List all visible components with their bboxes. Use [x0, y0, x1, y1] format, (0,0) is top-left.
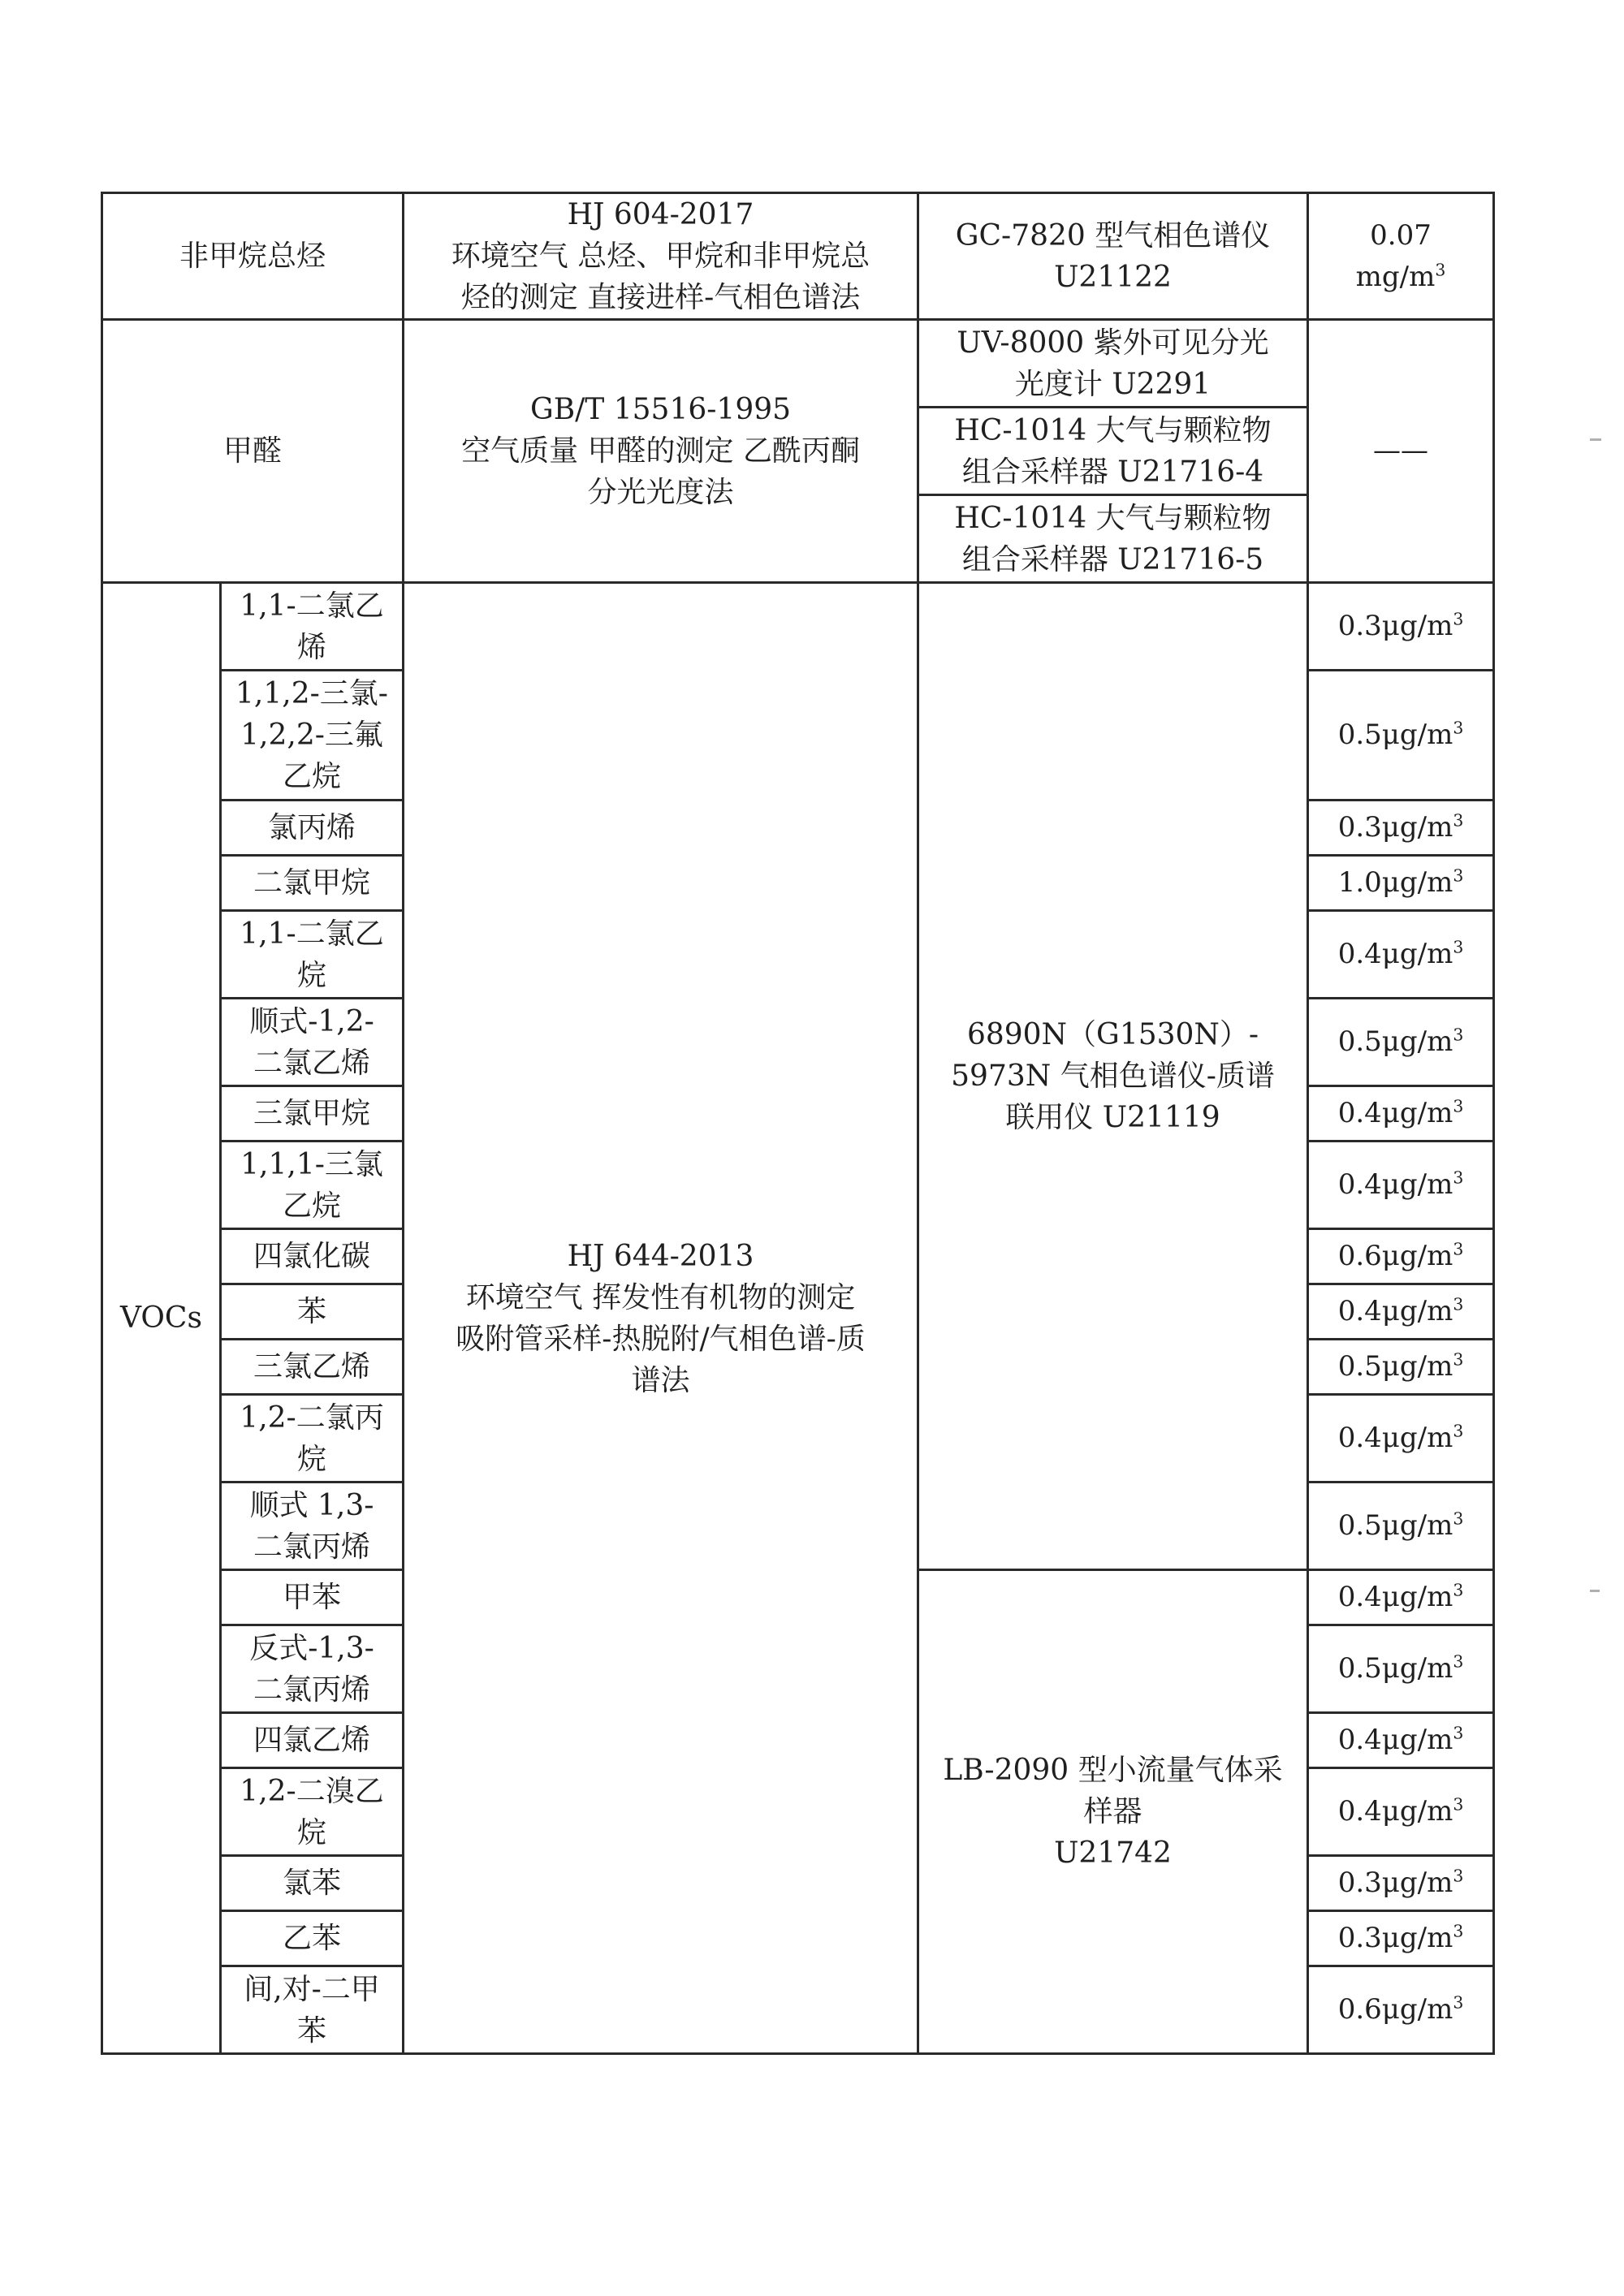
limit-value: ——: [1373, 434, 1429, 467]
detection-limit-cell: [1308, 1570, 1494, 1625]
compound-name-cell: [221, 1966, 404, 2054]
instrument-line: UV-8000 紫外可见分光: [957, 326, 1269, 360]
instrument-cell: [918, 408, 1308, 495]
method-line: 吸附管采样-热脱附/气相色谱-质: [456, 1322, 866, 1356]
limit-exponent: 3: [1453, 937, 1464, 957]
limit-value: 0.5μg/m: [1337, 1350, 1453, 1383]
compound-name-cell: [221, 1142, 404, 1229]
limit-value: 0.3μg/m: [1337, 811, 1453, 844]
scan-artifact: [1590, 438, 1601, 441]
compound-name-cell: [221, 671, 404, 801]
instrument-line: 联用仪 U21119: [1005, 1101, 1220, 1134]
method-line: 环境空气 总烃、甲烷和非甲烷总: [451, 240, 870, 273]
limit-exponent: 3: [1453, 1167, 1464, 1188]
limit-exponent: 3: [1453, 865, 1464, 886]
detection-limit-cell: [1308, 856, 1494, 911]
detection-limit-cell: [1308, 1768, 1494, 1856]
detection-limit-cell: [1308, 583, 1494, 671]
limit-value: 0.4μg/m: [1337, 938, 1453, 970]
detection-limit-cell: [1308, 1966, 1494, 2054]
limit-exponent: 3: [1453, 1025, 1464, 1045]
compound-name-line: 乙烷: [283, 760, 342, 793]
compound-name-cell: [221, 1713, 404, 1768]
limit-value: 0.4μg/m: [1337, 1724, 1453, 1756]
limit-exponent: 3: [1453, 1992, 1464, 2013]
detection-limit-cell: [1308, 1482, 1494, 1570]
compound-name-cell: [221, 911, 404, 999]
limit-value: 0.4μg/m: [1337, 1097, 1453, 1129]
detection-limit-cell: [1308, 1142, 1494, 1229]
compound-name-line: 间,对-二甲: [244, 1972, 380, 2006]
limit-value: 0.5μg/m: [1337, 1025, 1453, 1058]
method-cell: [404, 320, 918, 583]
compound-name-line: 1,1,1-三氯: [240, 1147, 383, 1181]
instrument-line: 6890N（G1530N）-: [966, 1018, 1259, 1051]
limit-exponent: 3: [1453, 1349, 1464, 1370]
limit-value: 0.3μg/m: [1337, 1922, 1453, 1954]
pollutant-name: 非甲烷总烃: [179, 240, 326, 273]
compound-name-cell: [221, 856, 404, 911]
instrument-line: 组合采样器 U21716-5: [961, 542, 1264, 576]
detection-limit-cell: [1308, 801, 1494, 856]
instrument-line: 样器: [1083, 1795, 1142, 1828]
compound-name-line: 乙烷: [283, 1189, 342, 1223]
method-line: 烃的测定 直接进样-气相色谱法: [460, 281, 861, 314]
method-line: 谱法: [631, 1363, 690, 1397]
compound-name-line: 烷: [297, 1442, 327, 1476]
limit-value: 0.4μg/m: [1337, 1168, 1453, 1201]
limit-exponent: 3: [1453, 1580, 1464, 1600]
compound-name-line: 二氯丙烯: [253, 1530, 371, 1564]
compound-name-line: 1,2,2-三氟: [240, 719, 383, 752]
compound-name-cell: [221, 1284, 404, 1340]
limit-exponent: 3: [1453, 810, 1464, 831]
detection-limit-cell: [1308, 193, 1494, 320]
compound-name-line: 1,2-二溴乙: [240, 1774, 384, 1808]
limit-value: 0.5μg/m: [1337, 1652, 1453, 1685]
compound-name-line: 1,1,2-三氯-: [235, 677, 388, 710]
detection-limit-cell: [1308, 1229, 1494, 1284]
compound-name-line: 氯苯: [283, 1867, 342, 1900]
compound-name-line: 顺式 1,3-: [249, 1488, 374, 1522]
instrument-line: U21122: [1054, 260, 1172, 294]
detection-limit-cell: [1308, 671, 1494, 801]
compound-name-line: 甲苯: [283, 1581, 342, 1614]
limit-exponent: 3: [1453, 1096, 1464, 1116]
compound-name-line: 反式-1,3-: [249, 1631, 374, 1665]
limit-unit: $mg/m^3$: [1355, 260, 1446, 293]
instrument-line: GC-7820 型气相色谱仪: [955, 218, 1271, 252]
compound-name-cell: [221, 1570, 404, 1625]
instrument-line: 光度计 U2291: [1014, 367, 1212, 401]
limit-value: 0.4μg/m: [1337, 1795, 1453, 1828]
compound-name-line: 1,1-二氯乙: [240, 589, 384, 623]
compound-name-line: 三氯乙烯: [253, 1350, 371, 1383]
method-line: HJ 604-2017: [567, 198, 754, 231]
limit-value: 0.4μg/m: [1337, 1422, 1453, 1454]
compound-name-line: 四氯化碳: [253, 1240, 371, 1273]
compound-name-cell: [221, 583, 404, 671]
detection-methods-table: [101, 192, 1495, 2055]
limit-value: 0.6μg/m: [1337, 1240, 1453, 1272]
limit-exponent: 3: [1453, 609, 1464, 629]
limit-value: 1.0μg/m: [1337, 866, 1453, 899]
detection-limit-cell: [1308, 1713, 1494, 1768]
compound-name-line: 1,1-二氯乙: [240, 917, 384, 951]
compound-name-line: 二氯甲烷: [253, 866, 371, 900]
compound-name-line: 顺式-1,2-: [249, 1004, 374, 1038]
scan-artifact: [1590, 1590, 1600, 1592]
method-cell: [404, 193, 918, 320]
limit-exponent: 3: [1453, 1794, 1464, 1815]
compound-name-cell: [221, 1856, 404, 1911]
limit-exponent: 3: [1453, 1421, 1464, 1441]
compound-name-line: 二氯丙烯: [253, 1672, 371, 1707]
instrument-cell: [918, 1570, 1308, 2054]
limit-exponent: 3: [1453, 1508, 1464, 1529]
detection-limit-cell: [1308, 911, 1494, 999]
instrument-line: 5973N 气相色谱仪-质谱: [951, 1060, 1275, 1093]
limit-exponent: 3: [1453, 1921, 1464, 1941]
instrument-line: LB-2090 型小流量气体采: [943, 1754, 1283, 1787]
detection-limit-cell: [1308, 1911, 1494, 1966]
detection-limit-cell: [1308, 1625, 1494, 1713]
limit-exponent: 3: [1453, 718, 1464, 738]
compound-name-cell: [221, 1625, 404, 1713]
detection-limit-cell: [1308, 1856, 1494, 1911]
pollutant-name: 甲醛: [223, 434, 283, 468]
detection-limit-cell: [1308, 320, 1494, 583]
limit-exponent: 3: [1453, 1866, 1464, 1886]
limit-value: 0.6μg/m: [1337, 1993, 1453, 2026]
method-line: GB/T 15516-1995: [529, 393, 792, 426]
compound-name-line: 苯: [297, 2013, 327, 2048]
detection-limit-cell: [1308, 1340, 1494, 1395]
limit-exponent: 3: [1453, 1723, 1464, 1743]
table-row-voc: [102, 583, 1494, 671]
instrument-line: 组合采样器 U21716-4: [961, 455, 1264, 489]
instrument-line: HC-1014 大气与颗粒物: [954, 413, 1272, 447]
instrument-cell: [918, 193, 1308, 320]
compound-name-line: 烷: [297, 1815, 327, 1849]
instrument-cell: [918, 583, 1308, 1570]
limit-value: 0.4μg/m: [1337, 1295, 1453, 1327]
compound-name-line: 三氯甲烷: [253, 1097, 371, 1130]
instrument-cell: [918, 495, 1308, 583]
compound-name-line: 烷: [297, 958, 327, 992]
detection-limit-cell: [1308, 999, 1494, 1086]
detection-limit-cell: [1308, 1395, 1494, 1482]
limit-exponent: 3: [1453, 1239, 1464, 1259]
detection-limit-cell: [1308, 1284, 1494, 1340]
limit-exponent: 3: [1453, 1294, 1464, 1314]
limit-value: 0.3μg/m: [1337, 610, 1453, 642]
compound-name-cell: [221, 1086, 404, 1142]
compound-name-cell: [221, 1911, 404, 1966]
instrument-line: U21742: [1054, 1836, 1172, 1870]
limit-exponent: 3: [1453, 1651, 1464, 1672]
instrument-line: HC-1014 大气与颗粒物: [954, 501, 1272, 535]
compound-name-cell: [221, 999, 404, 1086]
limit-value: 0.5μg/m: [1337, 1509, 1453, 1542]
method-line: 环境空气 挥发性有机物的测定: [465, 1280, 856, 1314]
compound-name-cell: [221, 1395, 404, 1482]
limit-value: 0.3μg/m: [1337, 1867, 1453, 1899]
compound-name-cell: [221, 1482, 404, 1570]
compound-name-cell: [221, 1768, 404, 1856]
compound-name-line: 氯丙烯: [268, 811, 356, 844]
compound-name-cell: [221, 1229, 404, 1284]
method-line: 空气质量 甲醛的测定 乙酰丙酮: [461, 434, 860, 468]
pollutant-name-cell: [102, 320, 404, 583]
table-row-formaldehyde: [102, 320, 1494, 408]
compound-name-cell: [221, 1340, 404, 1395]
pollutant-name-cell: [102, 193, 404, 320]
compound-name-cell: [221, 801, 404, 856]
method-line: 分光光度法: [587, 476, 734, 509]
voc-group-cell: [102, 583, 221, 2054]
instrument-cell: [918, 320, 1308, 408]
table-row-nmhc: [102, 193, 1494, 320]
compound-name-line: 二氯乙烯: [253, 1046, 371, 1080]
compound-name-line: 乙苯: [283, 1922, 342, 1955]
detection-limit-cell: [1308, 1086, 1494, 1142]
method-cell: [404, 583, 918, 2054]
voc-group-label: VOCs: [120, 1301, 202, 1335]
limit-value: 0.07: [1370, 218, 1432, 252]
limit-value: 0.5μg/m: [1337, 719, 1453, 751]
compound-name-line: 烯: [297, 630, 327, 664]
compound-name-line: 四氯乙烯: [253, 1724, 371, 1757]
limit-value: 0.4μg/m: [1337, 1581, 1453, 1613]
compound-name-line: 苯: [297, 1295, 327, 1328]
compound-name-line: 1,2-二氯丙: [240, 1400, 384, 1435]
method-line: HJ 644-2013: [567, 1239, 754, 1273]
